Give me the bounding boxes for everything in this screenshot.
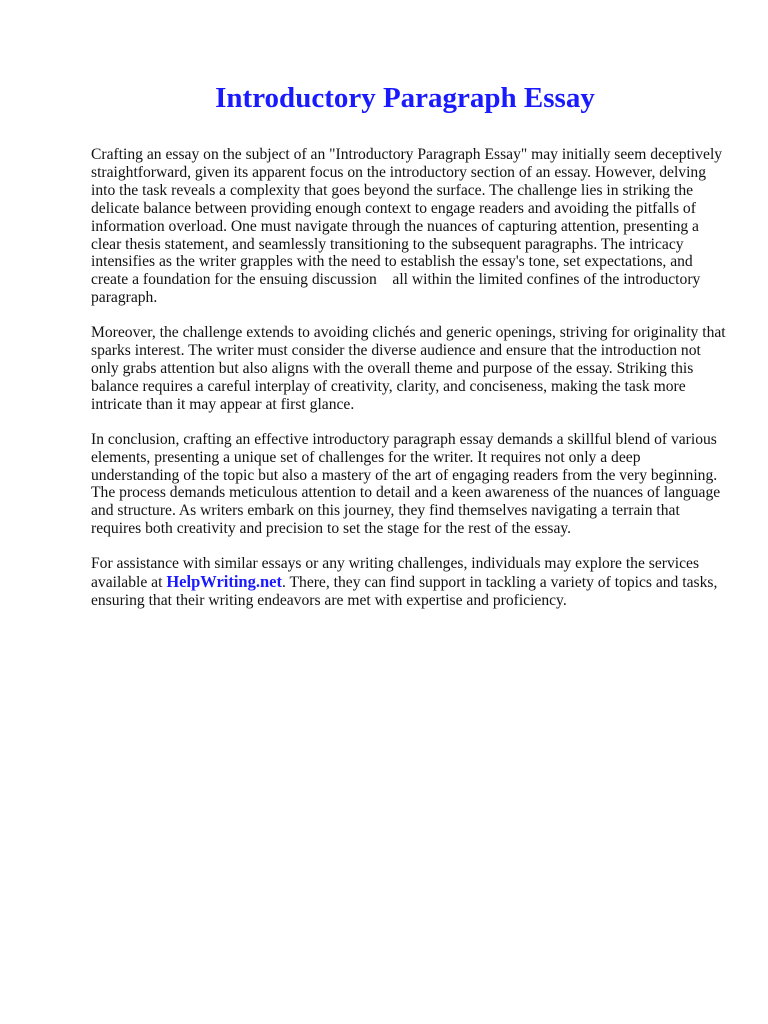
paragraph-conclusion: In conclusion, crafting an effective introductory paragraph essay demands a skillful blend of various elements, presenting a unique set of challenges for the writer. It requires not only a deep understanding of the topic but also a mastery of the art of engaging readers from the very beginning. The process demands meticulous attention to detail and a keen awareness of the nuances of language and structure. As writers embark on this journey, they find themselves navigating a terrain that requires both creativity and precision to set the stage for the rest of the essay. — [91, 430, 721, 538]
document-body — [91, 146, 731, 627]
closing-text-after-link: . There, they can find support in tackling a variety of topics and tasks, ensuring that their writing endeavors are met with expertise and proficiency. — [91, 574, 718, 609]
helpwriting-link[interactable]: HelpWriting.net — [166, 572, 282, 592]
closing-text-before-link: For assistance with similar essays or any writing challenges, individuals may explore the services available at — [91, 555, 700, 592]
paragraph-moreover: Moreover, the challenge extends to avoiding clichés and generic openings, striving for originality that sparks interest. The writer must consider the diverse audience and ensure that the introduction not only grabs attention but also aligns with the overall theme and purpose of the essay. Striking this balance requires a careful interplay of creativity, clarity, and conciseness, making the task more intricate than it may appear at first glance. — [91, 324, 726, 413]
document-title: Introductory Paragraph Essay — [215, 82, 595, 114]
paragraph-closing — [91, 555, 731, 610]
paragraph-intro: Crafting an essay on the subject of an "Introductory Paragraph Essay" may initially seem deceptively straightforward, given its apparent focus on the introductory section of an essay. However, delving into the task reveals a complexity that goes beyond the surface. The challenge lies in striking the delicate balance between providing enough context to engage readers and avoiding the pitfalls of information overload. One must navigate through the nuances of capturing attention, presenting a clear thesis statement, and seamlessly transitioning to the subsequent paragraphs. The intricacy intensifies as the writer grapples with the need to establish the essay's tone, set expectations, and create a foundation for the ensuing discussion all within the limited confines of the introductory paragraph. — [91, 146, 723, 307]
